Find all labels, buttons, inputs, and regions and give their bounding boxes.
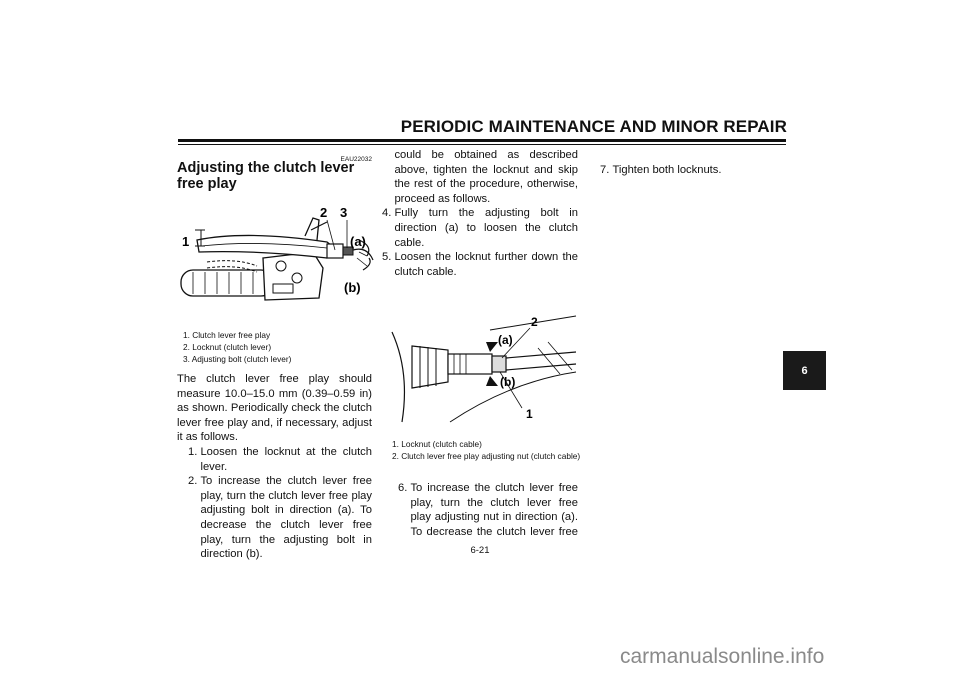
step-3: could be obtained as described above, tighten the locknut and skip the rest of the procedure, otherwise, proceed as follows.: [394, 149, 578, 205]
caption-line: 3. Adjusting bolt (clutch lever): [183, 354, 292, 364]
column-2-lower-text: [398, 481, 578, 539]
caption-line: 2. Clutch lever free play adjusting nut (clutch cable): [392, 451, 581, 461]
step-7: 7. Tighten both locknuts.: [600, 163, 722, 176]
fig2-label-2: 2: [531, 315, 538, 329]
page-number: 6-21: [470, 545, 490, 556]
fig1-label-a: (a): [350, 234, 366, 249]
caption-line: 1. Locknut (clutch cable): [392, 439, 482, 449]
column-3-text: [600, 148, 790, 177]
section-code: EAU22032: [340, 156, 372, 163]
fig1-label-1: 1: [182, 234, 190, 249]
fig2-label-b: (b): [500, 375, 516, 389]
step-1: 1. Loosen the locknut at the clutch lever.: [188, 445, 372, 473]
fig1-label-3: 3: [340, 205, 348, 220]
clutch-lever-illustration: [177, 200, 379, 302]
step-2: 2. To increase the clutch lever free play, turn the clutch lever free play adjusting bolt in direction (a). To decrease the clutch lever free play, turn the adjusting bolt in direction (b).: [188, 475, 372, 561]
header-rule-thin: [178, 144, 786, 145]
column-1-text: [177, 372, 372, 562]
intro-paragraph: The clutch lever free play should measure 10.0–15.0 mm (0.39–0.59 in) as shown. Periodically check the clutch lever free play and, if necessary, adjust it as follows.: [177, 373, 372, 444]
caption-line: 1. Clutch lever free play: [183, 330, 271, 340]
step-6: 6. To increase the clutch lever free play, turn the clutch lever free play adjusting nut in direction (a). To decrease the clutch lever free: [398, 482, 578, 538]
header-rule-thick: [178, 139, 786, 142]
clutch-cable-illustration: [390, 312, 578, 430]
page-header-title: PERIODIC MAINTENANCE AND MINOR REPAIR: [400, 117, 787, 136]
fig1-label-2: 2: [320, 205, 328, 220]
caption-line: 2. Locknut (clutch lever): [183, 342, 272, 352]
fig1-label-b: (b): [344, 280, 361, 295]
chapter-tab: 6: [783, 351, 826, 390]
column-2-text: [382, 148, 578, 298]
watermark: carmanualsonline.info: [620, 645, 825, 668]
section-title: Adjusting the clutch lever free play: [177, 160, 355, 192]
fig2-label-1: 1: [526, 407, 533, 421]
figure1-captions: [183, 329, 383, 365]
fig2-label-a: (a): [498, 333, 513, 347]
step-4: 4. Fully turn the adjusting bolt in direction (a) to loosen the clutch cable.: [382, 207, 578, 249]
step-5: 5. Loosen the locknut further down the clutch cable.: [382, 251, 578, 278]
figure2-captions: [392, 438, 582, 462]
